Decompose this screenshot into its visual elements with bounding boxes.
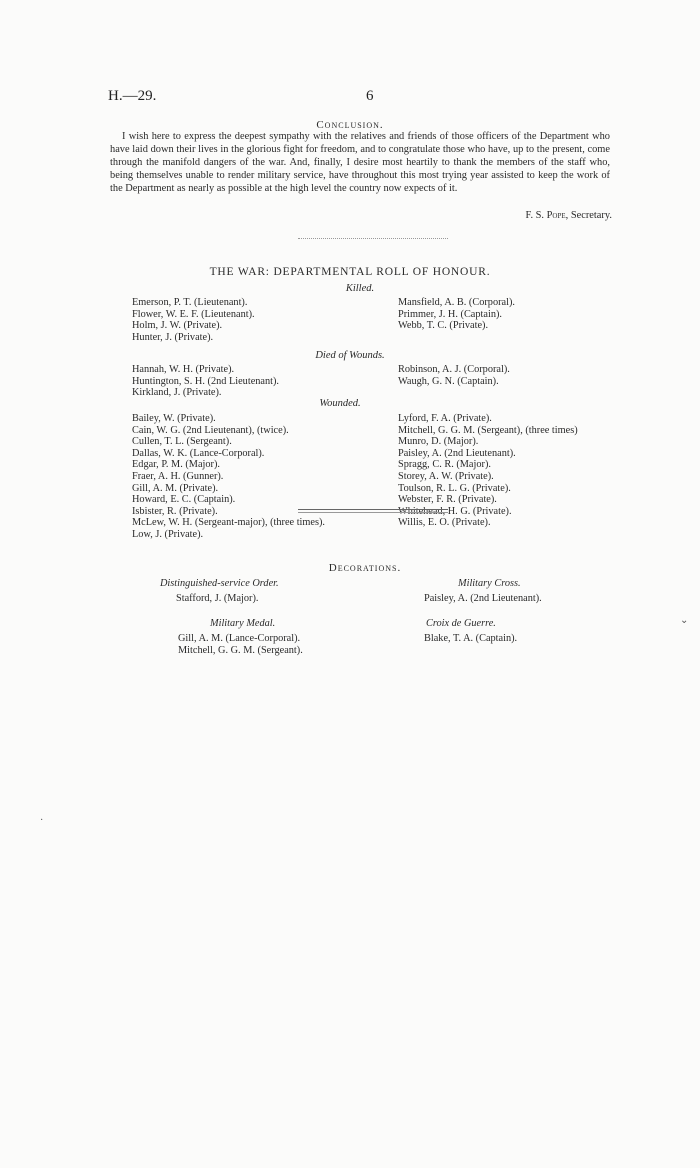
wounded-heading: Wounded. bbox=[319, 398, 361, 409]
list-item: Cullen, T. L. (Sergeant). bbox=[132, 436, 232, 448]
list-item: McLew, W. H. (Sergeant-major), (three times). bbox=[132, 517, 326, 529]
signature-name: F. S. Pope, bbox=[525, 210, 569, 221]
died-of-wounds-heading: Died of Wounds. bbox=[315, 350, 385, 361]
killed-list-right bbox=[398, 297, 515, 332]
list-item: Bailey, W. (Private). bbox=[132, 413, 216, 424]
list-item: Cain, W. G. (2nd Lieutenant), (twice). bbox=[132, 424, 289, 436]
list-item: Lyford, F. A. (Private). bbox=[398, 413, 492, 424]
roll-of-honour-title: THE WAR: DEPARTMENTAL ROLL OF HONOUR. bbox=[209, 266, 491, 278]
section-divider bbox=[298, 238, 448, 239]
list-item: Isbister, R. (Private). bbox=[132, 505, 218, 517]
list-item: Fraer, A. H. (Gunner). bbox=[132, 470, 224, 482]
list-item: Willis, E. O. (Private). bbox=[398, 517, 491, 529]
conclusion-heading: Conclusion. bbox=[316, 119, 384, 131]
croix-de-guerre-recipient: Blake, T. A. (Captain). bbox=[424, 633, 518, 644]
dso-heading: Distinguished-service Order. bbox=[160, 578, 279, 589]
list-item: Dallas, W. K. (Lance-Corporal). bbox=[132, 447, 265, 459]
military-medal-recipients bbox=[178, 633, 303, 656]
list-item: Hannah, W. H. (Private). bbox=[132, 364, 235, 375]
list-item: Gill, A. M. (Lance-Corporal). bbox=[178, 633, 301, 644]
conclusion-paragraph bbox=[110, 130, 610, 195]
killed-list-left bbox=[132, 297, 255, 343]
military-cross-recipient: Paisley, A. (2nd Lieutenant). bbox=[424, 593, 542, 604]
signature bbox=[380, 210, 612, 221]
document-reference: H.—29. bbox=[108, 88, 157, 104]
list-item: Mitchell, G. G. M. (Sergeant). bbox=[178, 644, 303, 656]
list-item: Howard, E. C. (Captain). bbox=[132, 494, 236, 506]
military-cross-heading: Military Cross. bbox=[458, 578, 521, 589]
list-item: Whitehead, H. G. (Private). bbox=[398, 505, 512, 517]
died-of-wounds-list-right bbox=[398, 364, 510, 387]
list-item: Hunter, J. (Private). bbox=[132, 331, 214, 343]
died-of-wounds-list-left bbox=[132, 364, 279, 399]
list-item: Flower, W. E. F. (Lieutenant). bbox=[132, 308, 255, 320]
page-number: 6 bbox=[366, 88, 374, 104]
list-item: Munro, D. (Major). bbox=[398, 436, 479, 448]
list-item: Webb, T. C. (Private). bbox=[398, 320, 489, 332]
decorations-heading: Decorations. bbox=[328, 562, 402, 574]
list-item: Mitchell, G. G. M. (Sergeant), (three times) bbox=[398, 424, 578, 436]
list-item: Emerson, P. T. (Lieutenant). bbox=[132, 297, 248, 308]
wounded-list-left bbox=[132, 413, 325, 541]
list-item: Primmer, J. H. (Captain). bbox=[398, 308, 502, 320]
margin-dot-icon: · bbox=[40, 815, 44, 826]
list-item: Kirkland, J. (Private). bbox=[132, 387, 222, 399]
list-item: Toulson, R. L. G. (Private). bbox=[398, 482, 511, 494]
list-item: Spragg, C. R. (Major). bbox=[398, 459, 491, 471]
killed-heading: Killed. bbox=[345, 283, 375, 294]
list-item: Paisley, A. (2nd Lieutenant). bbox=[398, 447, 516, 459]
list-item: Edgar, P. M. (Major). bbox=[132, 459, 220, 471]
closing-rule-top bbox=[298, 509, 448, 510]
margin-mark-icon: ⌄ bbox=[680, 615, 689, 626]
list-item: Holm, J. W. (Private). bbox=[132, 320, 223, 332]
list-item: Robinson, A. J. (Corporal). bbox=[398, 364, 510, 375]
list-item: Webster, F. R. (Private). bbox=[398, 494, 497, 506]
military-medal-heading: Military Medal. bbox=[210, 618, 276, 629]
dso-recipient: Stafford, J. (Major). bbox=[176, 593, 259, 604]
list-item: Low, J. (Private). bbox=[132, 528, 204, 540]
list-item: Storey, A. W. (Private). bbox=[398, 470, 494, 482]
list-item: Waugh, G. N. (Captain). bbox=[398, 375, 499, 387]
signature-title: Secretary. bbox=[570, 210, 612, 221]
list-item: Mansfield, A. B. (Corporal). bbox=[398, 297, 515, 308]
closing-rule-bottom bbox=[298, 512, 448, 513]
list-item: Gill, A. M. (Private). bbox=[132, 482, 219, 494]
conclusion-text: I wish here to express the deepest sympathy with the relatives and friends of those officers of the Department who have laid down their lives in the glorious fight for freedom, and to congratulate those who have, up to the present, come through the manifold dangers of the war. And, finally, I desire most heartily to thank the members of the staff who, being themselves unable to render military service, have throughout this most trying year assisted to keep the work of the Department as nearly as possible at the high level the country now expects of it. bbox=[110, 131, 610, 194]
list-item: Huntington, S. H. (2nd Lieutenant). bbox=[132, 375, 279, 387]
croix-de-guerre-heading: Croix de Guerre. bbox=[426, 618, 496, 629]
